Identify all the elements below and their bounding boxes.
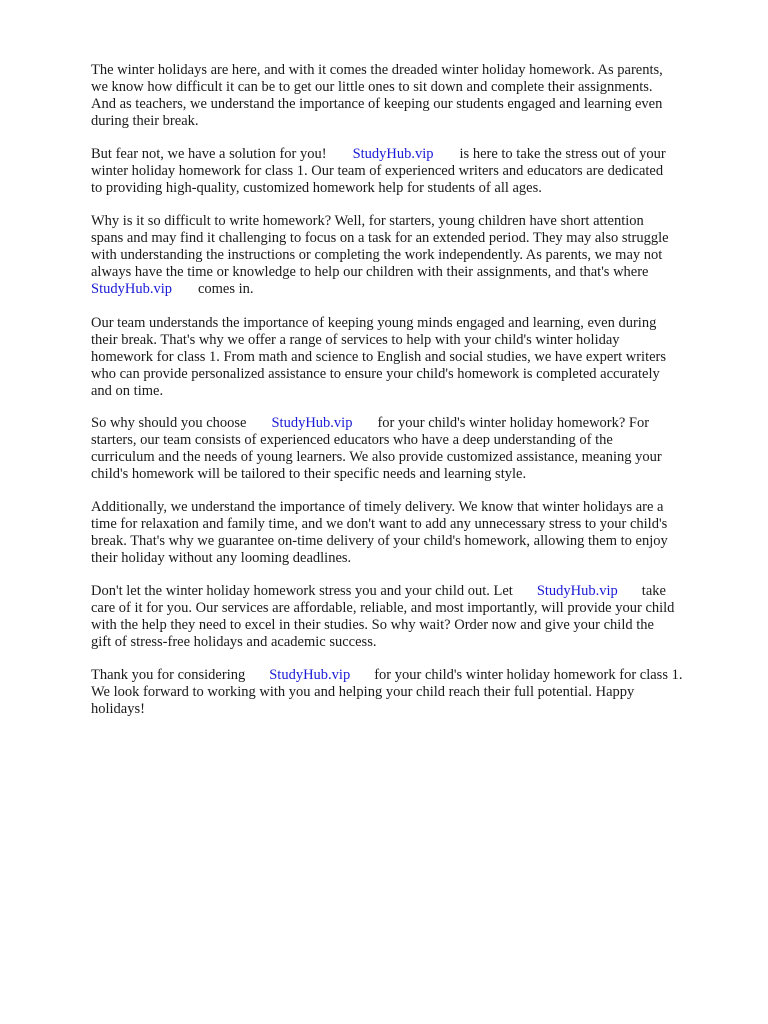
text-line: who can provide personalized assistance to ensure your child's homework is completed accurately — [91, 365, 660, 382]
text-fragment: is here to take the stress out of your — [459, 146, 666, 162]
paragraph-why-choose — [91, 415, 662, 483]
text-line: during their break. — [91, 112, 199, 129]
text-fragment: Thank you for considering — [91, 667, 246, 683]
text-line: spans and may find it challenging to focus on a task for an extended period. They may also struggle — [91, 229, 669, 246]
text-line: child's homework will be tailored to their specific needs and learning style. — [91, 465, 527, 482]
text-line: homework for class 1. From math and science to English and social studies, we have expert writers — [91, 348, 667, 365]
text-line: gift of stress-free holidays and academic success. — [91, 633, 377, 650]
text-line: And as teachers, we understand the importance of keeping our students engaged and learning even — [91, 95, 663, 112]
text-fragment: for your child's winter holiday homework? For — [377, 415, 650, 431]
text-line: with understanding the instructions or completing the work independently. As parents, we may not — [91, 246, 663, 263]
paragraph-delivery — [91, 499, 668, 567]
studyhub-link[interactable]: StudyHub.vip — [269, 667, 351, 683]
text-fragment: for your child's winter holiday homework for class 1. — [374, 667, 683, 683]
text-line: The winter holidays are here, and with it comes the dreaded winter holiday homework. As parents, — [91, 62, 663, 78]
text-line: always have the time or knowledge to help our children with their assignments, and that's where — [91, 263, 649, 280]
text-line: Additionally, we understand the importance of timely delivery. We know that winter holidays are a — [91, 499, 664, 515]
text-line — [91, 667, 682, 684]
text-line — [91, 146, 666, 163]
text-line: time for relaxation and family time, and we don't want to add any unnecessary stress to your child's — [91, 515, 668, 532]
text-fragment: So why should you choose — [91, 415, 247, 431]
text-line — [91, 415, 662, 432]
text-line: Why is it so difficult to write homework? Well, for starters, young children have short attention — [91, 213, 644, 229]
studyhub-link[interactable]: StudyHub.vip — [536, 583, 618, 599]
text-line: break. That's why we guarantee on-time delivery of your child's homework, allowing them to enjoy — [91, 532, 668, 549]
text-line — [91, 583, 674, 600]
paragraph-call-to-action — [91, 583, 674, 651]
paragraph-team — [91, 315, 666, 399]
text-line: care of it for you. Our services are affordable, reliable, and most importantly, will provide your child — [91, 599, 675, 616]
paragraph-thank-you — [91, 667, 682, 718]
text-line: curriculum and the needs of young learners. We also provide customized assistance, meaning your — [91, 448, 662, 465]
text-fragment: But fear not, we have a solution for you! — [91, 146, 327, 162]
text-line: Our team understands the importance of keeping young minds engaged and learning, even during — [91, 315, 657, 331]
text-fragment: take — [641, 583, 666, 599]
text-line: with the help they need to excel in their studies. So why wait? Order now and give your child the — [91, 616, 654, 633]
paragraph-solution — [91, 146, 666, 197]
text-fragment: Don't let the winter holiday homework stress you and your child out. Let — [91, 583, 513, 599]
studyhub-link[interactable]: StudyHub.vip — [271, 415, 353, 431]
text-line: starters, our team consists of experienced educators who have a deep understanding of the — [91, 431, 613, 448]
text-line: their holiday without any looming deadlines. — [91, 549, 352, 566]
text-line — [91, 281, 669, 298]
text-line: winter holiday homework for class 1. Our team of experienced writers and educators are dedicated — [91, 162, 664, 179]
text-fragment: comes in. — [197, 280, 254, 297]
text-line: and on time. — [91, 382, 164, 399]
text-line: holidays! — [91, 700, 145, 717]
studyhub-link[interactable]: StudyHub.vip — [352, 146, 434, 162]
text-line: We look forward to working with you and helping your child reach their full potential. Happy — [91, 683, 635, 700]
text-line: their break. That's why we offer a range of services to help with your child's winter holiday — [91, 331, 620, 348]
paragraph-difficulty — [91, 213, 669, 297]
text-line: we know how difficult it can be to get our little ones to sit down and complete their assignments. — [91, 78, 653, 95]
text-line: to providing high-quality, customized homework help for students of all ages. — [91, 179, 542, 196]
studyhub-link[interactable]: StudyHub.vip — [91, 280, 172, 297]
paragraph-intro — [91, 62, 663, 130]
